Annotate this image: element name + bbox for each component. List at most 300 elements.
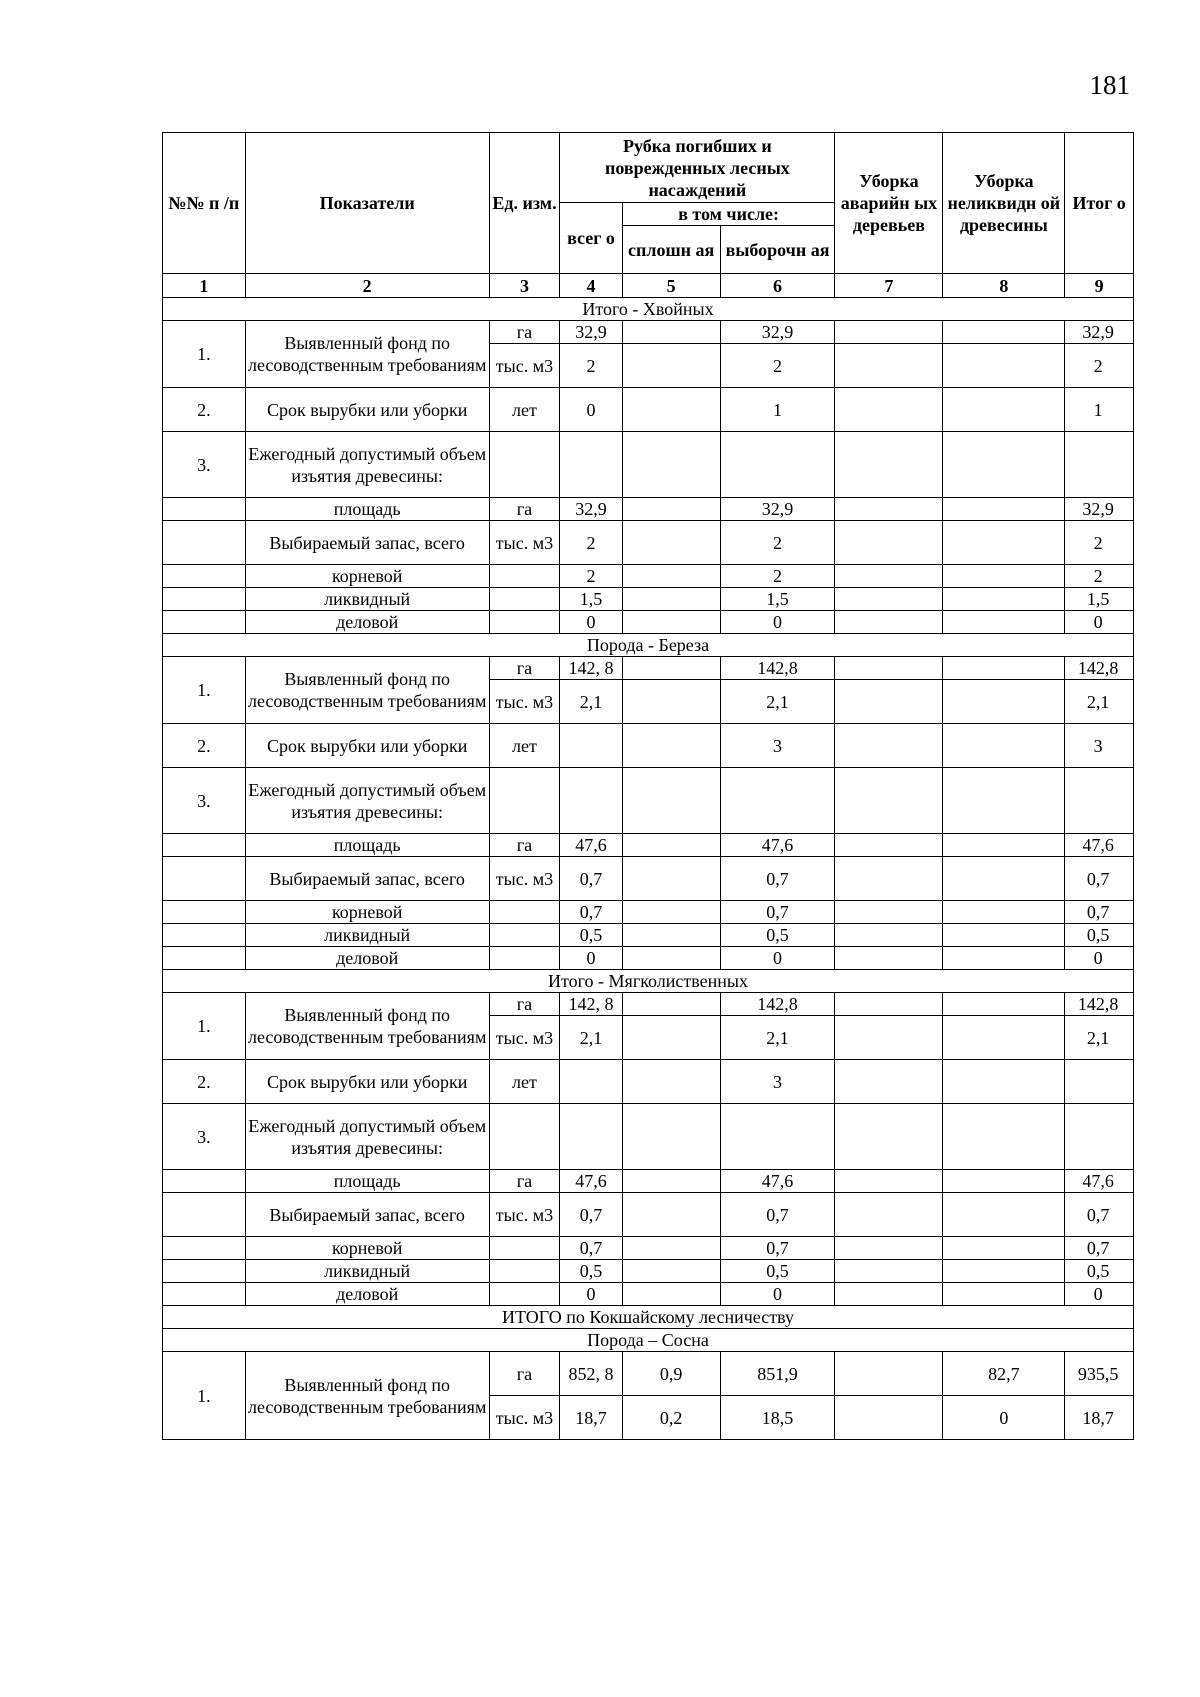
area-row bbox=[163, 498, 1134, 521]
cell-clear bbox=[622, 388, 720, 432]
root-row bbox=[163, 565, 1134, 588]
cell-clear bbox=[622, 724, 720, 768]
unit-cell: тыс. м3 bbox=[489, 857, 560, 901]
cell-total: 2,1 bbox=[560, 1016, 623, 1060]
cell-selective: 142,8 bbox=[720, 993, 835, 1016]
cell-selective: 0,7 bbox=[720, 1193, 835, 1237]
unit-cell: лет bbox=[489, 724, 560, 768]
col-number: 8 bbox=[943, 274, 1065, 298]
cell-sum: 2,1 bbox=[1065, 1016, 1134, 1060]
cell-clear bbox=[622, 344, 720, 388]
cell-selective: 142,8 bbox=[720, 657, 835, 680]
fund-row bbox=[163, 1352, 1134, 1396]
empty-cell bbox=[835, 1104, 943, 1170]
liquid-row bbox=[163, 588, 1134, 611]
empty-cell bbox=[560, 432, 623, 498]
indicator-label: площадь bbox=[245, 498, 489, 521]
cell-total: 47,6 bbox=[560, 834, 623, 857]
indicator-label: ликвидный bbox=[245, 1260, 489, 1283]
cell-sum: 1 bbox=[1065, 388, 1134, 432]
cell-total: 32,9 bbox=[560, 321, 623, 344]
cell-total: 852, 8 bbox=[560, 1352, 623, 1396]
cell-emergency bbox=[835, 680, 943, 724]
indicator-label: Ежегодный допустимый объем изъятия древесины: bbox=[245, 432, 489, 498]
cell-selective: 3 bbox=[720, 1060, 835, 1104]
page-number: 181 bbox=[1089, 70, 1130, 100]
cell-sum: 0,7 bbox=[1065, 1237, 1134, 1260]
cell-emergency bbox=[835, 1060, 943, 1104]
indicator-label: Срок вырубки или уборки bbox=[245, 388, 489, 432]
empty-cell bbox=[943, 768, 1065, 834]
cell-emergency bbox=[835, 498, 943, 521]
cell-selective: 2 bbox=[720, 521, 835, 565]
cell-sum: 0 bbox=[1065, 1283, 1134, 1306]
cell-illiquid bbox=[943, 924, 1065, 947]
row-number: 2. bbox=[163, 1060, 246, 1104]
cell-total: 142, 8 bbox=[560, 993, 623, 1016]
cell-selective: 2 bbox=[720, 344, 835, 388]
cell-selective: 47,6 bbox=[720, 1170, 835, 1193]
empty-cell bbox=[835, 432, 943, 498]
cell-selective: 0,7 bbox=[720, 857, 835, 901]
cell-emergency bbox=[835, 1237, 943, 1260]
empty-cell bbox=[163, 1193, 246, 1237]
term-row bbox=[163, 388, 1134, 432]
indicator-label: Выявленный фонд по лесоводственным требованиям bbox=[245, 657, 489, 724]
cell-sum: 3 bbox=[1065, 724, 1134, 768]
header-emergency: Уборка аварийн ых деревьев bbox=[835, 133, 943, 274]
cell-total: 2 bbox=[560, 521, 623, 565]
unit-cell: га bbox=[489, 498, 560, 521]
cell-total: 0,7 bbox=[560, 1237, 623, 1260]
unit-cell bbox=[489, 947, 560, 970]
fund-row bbox=[163, 657, 1134, 680]
pine-title-row bbox=[163, 1329, 1134, 1352]
cell-total: 142, 8 bbox=[560, 657, 623, 680]
cell-emergency bbox=[835, 1193, 943, 1237]
cell-clear bbox=[622, 1260, 720, 1283]
cell-clear bbox=[622, 924, 720, 947]
unit-cell bbox=[489, 588, 560, 611]
indicator-label: площадь bbox=[245, 834, 489, 857]
empty-cell bbox=[163, 1170, 246, 1193]
cell-emergency bbox=[835, 344, 943, 388]
cell-clear bbox=[622, 834, 720, 857]
forest-cutting-table bbox=[162, 132, 1134, 1440]
cell-sum: 2,1 bbox=[1065, 680, 1134, 724]
cell-total: 0,7 bbox=[560, 901, 623, 924]
cell-clear bbox=[622, 588, 720, 611]
unit-cell: тыс. м3 bbox=[489, 1396, 560, 1440]
area-row bbox=[163, 1170, 1134, 1193]
indicator-label: Ежегодный допустимый объем изъятия древесины: bbox=[245, 768, 489, 834]
cell-sum: 2 bbox=[1065, 521, 1134, 565]
row-number: 3. bbox=[163, 1104, 246, 1170]
indicator-label: корневой bbox=[245, 565, 489, 588]
header-total4: всег о bbox=[560, 203, 623, 274]
fund-row bbox=[163, 993, 1134, 1016]
cell-total bbox=[560, 1060, 623, 1104]
empty-cell bbox=[622, 768, 720, 834]
empty-cell bbox=[163, 611, 246, 634]
cell-sum: 32,9 bbox=[1065, 498, 1134, 521]
cell-emergency bbox=[835, 565, 943, 588]
indicator-label: ликвидный bbox=[245, 588, 489, 611]
annual-row bbox=[163, 768, 1134, 834]
fund-row bbox=[163, 321, 1134, 344]
row-number: 1. bbox=[163, 993, 246, 1060]
col-number: 2 bbox=[245, 274, 489, 298]
stock-row bbox=[163, 857, 1134, 901]
term-row bbox=[163, 1060, 1134, 1104]
indicator-label: корневой bbox=[245, 1237, 489, 1260]
cell-clear bbox=[622, 680, 720, 724]
empty-cell bbox=[943, 1104, 1065, 1170]
cell-clear bbox=[622, 1060, 720, 1104]
unit-cell: тыс. м3 bbox=[489, 521, 560, 565]
cell-emergency bbox=[835, 1283, 943, 1306]
root-row bbox=[163, 901, 1134, 924]
cell-emergency bbox=[835, 521, 943, 565]
cell-illiquid: 0 bbox=[943, 1396, 1065, 1440]
cell-selective: 0,5 bbox=[720, 924, 835, 947]
cell-illiquid bbox=[943, 388, 1065, 432]
cell-selective: 2 bbox=[720, 565, 835, 588]
cell-emergency bbox=[835, 857, 943, 901]
empty-cell bbox=[163, 498, 246, 521]
empty-cell bbox=[163, 901, 246, 924]
section-title-row bbox=[163, 634, 1134, 657]
root-row bbox=[163, 1237, 1134, 1260]
cell-clear bbox=[622, 521, 720, 565]
cell-sum: 1,5 bbox=[1065, 588, 1134, 611]
cell-clear bbox=[622, 993, 720, 1016]
row-number: 2. bbox=[163, 388, 246, 432]
indicator-label: Выбираемый запас, всего bbox=[245, 521, 489, 565]
header-incl: в том числе: bbox=[622, 203, 835, 226]
cell-illiquid bbox=[943, 657, 1065, 680]
annual-row bbox=[163, 432, 1134, 498]
header-sum: Итог о bbox=[1065, 133, 1134, 274]
cell-clear bbox=[622, 1170, 720, 1193]
empty-cell bbox=[163, 857, 246, 901]
empty-cell bbox=[163, 521, 246, 565]
business-row bbox=[163, 611, 1134, 634]
cell-sum: 0 bbox=[1065, 611, 1134, 634]
cell-illiquid bbox=[943, 1193, 1065, 1237]
unit-cell: га bbox=[489, 1352, 560, 1396]
empty-cell bbox=[835, 768, 943, 834]
cell-selective: 18,5 bbox=[720, 1396, 835, 1440]
row-number: 3. bbox=[163, 432, 246, 498]
cell-illiquid bbox=[943, 344, 1065, 388]
empty-cell bbox=[163, 588, 246, 611]
cell-clear bbox=[622, 321, 720, 344]
empty-cell bbox=[163, 1260, 246, 1283]
cell-emergency bbox=[835, 1352, 943, 1396]
cell-sum: 0,7 bbox=[1065, 1193, 1134, 1237]
cell-emergency bbox=[835, 657, 943, 680]
header-cutting: Рубка погибших и поврежденных лесных насаждений bbox=[560, 133, 835, 203]
area-row bbox=[163, 834, 1134, 857]
empty-cell bbox=[622, 432, 720, 498]
cell-illiquid bbox=[943, 947, 1065, 970]
cell-emergency bbox=[835, 947, 943, 970]
indicator-label: Выявленный фонд по лесоводственным требованиям bbox=[245, 1352, 489, 1440]
unit-cell bbox=[489, 901, 560, 924]
unit-cell: лет bbox=[489, 388, 560, 432]
section-title: Итого - Хвойных bbox=[163, 298, 1134, 321]
unit-cell bbox=[489, 565, 560, 588]
unit-cell: га bbox=[489, 1170, 560, 1193]
cell-sum: 2 bbox=[1065, 565, 1134, 588]
cell-selective: 2,1 bbox=[720, 1016, 835, 1060]
section-title: Порода – Сосна bbox=[163, 1329, 1134, 1352]
cell-clear bbox=[622, 1193, 720, 1237]
cell-total: 32,9 bbox=[560, 498, 623, 521]
cell-illiquid bbox=[943, 1237, 1065, 1260]
section-title: Порода - Береза bbox=[163, 634, 1134, 657]
cell-illiquid bbox=[943, 611, 1065, 634]
cell-total: 0,5 bbox=[560, 1260, 623, 1283]
cell-clear bbox=[622, 1016, 720, 1060]
cell-total: 2,1 bbox=[560, 680, 623, 724]
cell-clear bbox=[622, 611, 720, 634]
empty-cell bbox=[560, 768, 623, 834]
business-row bbox=[163, 1283, 1134, 1306]
col-number: 5 bbox=[622, 274, 720, 298]
empty-cell bbox=[163, 947, 246, 970]
empty-cell bbox=[943, 432, 1065, 498]
stock-row bbox=[163, 1193, 1134, 1237]
col-number: 6 bbox=[720, 274, 835, 298]
total-title-row bbox=[163, 1306, 1134, 1329]
cell-clear: 0,9 bbox=[622, 1352, 720, 1396]
indicator-label: деловой bbox=[245, 611, 489, 634]
indicator-label: Выявленный фонд по лесоводственным требованиям bbox=[245, 321, 489, 388]
cell-illiquid bbox=[943, 1260, 1065, 1283]
cell-total: 0,7 bbox=[560, 857, 623, 901]
cell-selective: 3 bbox=[720, 724, 835, 768]
cell-total bbox=[560, 724, 623, 768]
cell-total: 1,5 bbox=[560, 588, 623, 611]
cell-sum: 0,7 bbox=[1065, 901, 1134, 924]
header-unit: Ед. изм. bbox=[489, 133, 560, 274]
cell-clear bbox=[622, 498, 720, 521]
cell-clear bbox=[622, 1237, 720, 1260]
empty-cell bbox=[163, 1283, 246, 1306]
liquid-row bbox=[163, 1260, 1134, 1283]
row-number: 1. bbox=[163, 1352, 246, 1440]
indicator-label: Выявленный фонд по лесоводственным требованиям bbox=[245, 993, 489, 1060]
header-num: №№ п /п bbox=[163, 133, 246, 274]
cell-selective: 0,7 bbox=[720, 1237, 835, 1260]
indicator-label: Ежегодный допустимый объем изъятия древесины: bbox=[245, 1104, 489, 1170]
empty-cell bbox=[163, 834, 246, 857]
empty-cell bbox=[163, 924, 246, 947]
unit-cell: тыс. м3 bbox=[489, 1193, 560, 1237]
cell-total: 2 bbox=[560, 565, 623, 588]
section-title: Итого - Мягколиственных bbox=[163, 970, 1134, 993]
cell-illiquid bbox=[943, 498, 1065, 521]
cell-sum: 0 bbox=[1065, 947, 1134, 970]
empty-cell bbox=[489, 768, 560, 834]
cell-clear bbox=[622, 901, 720, 924]
unit-cell: га bbox=[489, 834, 560, 857]
cell-sum: 47,6 bbox=[1065, 1170, 1134, 1193]
header-indicator: Показатели bbox=[245, 133, 489, 274]
stock-row bbox=[163, 521, 1134, 565]
section-title-row bbox=[163, 298, 1134, 321]
cell-illiquid: 82,7 bbox=[943, 1352, 1065, 1396]
empty-cell bbox=[1065, 768, 1134, 834]
unit-cell bbox=[489, 1260, 560, 1283]
empty-cell bbox=[720, 1104, 835, 1170]
header-clear: сплошн ая bbox=[622, 226, 720, 274]
row-number: 1. bbox=[163, 321, 246, 388]
empty-cell bbox=[560, 1104, 623, 1170]
cell-illiquid bbox=[943, 1016, 1065, 1060]
cell-total: 0 bbox=[560, 947, 623, 970]
cell-sum: 47,6 bbox=[1065, 834, 1134, 857]
cell-selective: 1 bbox=[720, 388, 835, 432]
header-selective: выборочн ая bbox=[720, 226, 835, 274]
cell-total: 0 bbox=[560, 1283, 623, 1306]
cell-selective: 0 bbox=[720, 947, 835, 970]
cell-illiquid bbox=[943, 834, 1065, 857]
cell-total: 47,6 bbox=[560, 1170, 623, 1193]
cell-selective: 2,1 bbox=[720, 680, 835, 724]
liquid-row bbox=[163, 924, 1134, 947]
cell-sum: 0,5 bbox=[1065, 1260, 1134, 1283]
cell-emergency bbox=[835, 901, 943, 924]
cell-selective: 851,9 bbox=[720, 1352, 835, 1396]
cell-sum bbox=[1065, 1060, 1134, 1104]
cell-illiquid bbox=[943, 1170, 1065, 1193]
cell-clear bbox=[622, 857, 720, 901]
cell-clear bbox=[622, 947, 720, 970]
empty-cell bbox=[622, 1104, 720, 1170]
cell-emergency bbox=[835, 1170, 943, 1193]
cell-total: 0 bbox=[560, 388, 623, 432]
unit-cell: га bbox=[489, 657, 560, 680]
unit-cell bbox=[489, 1237, 560, 1260]
col-number: 4 bbox=[560, 274, 623, 298]
business-row bbox=[163, 947, 1134, 970]
cell-emergency bbox=[835, 1260, 943, 1283]
annual-row bbox=[163, 1104, 1134, 1170]
cell-clear bbox=[622, 565, 720, 588]
cell-sum: 18,7 bbox=[1065, 1396, 1134, 1440]
empty-cell bbox=[489, 432, 560, 498]
cell-selective: 32,9 bbox=[720, 498, 835, 521]
cell-emergency bbox=[835, 993, 943, 1016]
cell-clear bbox=[622, 657, 720, 680]
cell-total: 18,7 bbox=[560, 1396, 623, 1440]
cell-sum: 0,5 bbox=[1065, 924, 1134, 947]
cell-selective: 0 bbox=[720, 611, 835, 634]
cell-illiquid bbox=[943, 321, 1065, 344]
indicator-label: деловой bbox=[245, 1283, 489, 1306]
cell-illiquid bbox=[943, 993, 1065, 1016]
col-number: 9 bbox=[1065, 274, 1134, 298]
cell-total: 0 bbox=[560, 611, 623, 634]
cell-sum: 142,8 bbox=[1065, 657, 1134, 680]
cell-selective: 0,5 bbox=[720, 1260, 835, 1283]
unit-cell: тыс. м3 bbox=[489, 680, 560, 724]
unit-cell bbox=[489, 1283, 560, 1306]
unit-cell: га bbox=[489, 993, 560, 1016]
header-illiquid: Уборка неликвидн ой древесины bbox=[943, 133, 1065, 274]
cell-sum: 935,5 bbox=[1065, 1352, 1134, 1396]
empty-cell bbox=[1065, 1104, 1134, 1170]
indicator-label: площадь bbox=[245, 1170, 489, 1193]
cell-total: 0,5 bbox=[560, 924, 623, 947]
cell-emergency bbox=[835, 834, 943, 857]
cell-illiquid bbox=[943, 680, 1065, 724]
cell-illiquid bbox=[943, 1283, 1065, 1306]
cell-total: 2 bbox=[560, 344, 623, 388]
indicator-label: Выбираемый запас, всего bbox=[245, 857, 489, 901]
indicator-label: ликвидный bbox=[245, 924, 489, 947]
cell-selective: 0,7 bbox=[720, 901, 835, 924]
empty-cell bbox=[163, 1237, 246, 1260]
row-number: 1. bbox=[163, 657, 246, 724]
unit-cell bbox=[489, 924, 560, 947]
unit-cell bbox=[489, 611, 560, 634]
cell-clear bbox=[622, 1283, 720, 1306]
cell-sum: 142,8 bbox=[1065, 993, 1134, 1016]
cell-sum: 32,9 bbox=[1065, 321, 1134, 344]
cell-emergency bbox=[835, 611, 943, 634]
term-row bbox=[163, 724, 1134, 768]
unit-cell: тыс. м3 bbox=[489, 1016, 560, 1060]
cell-emergency bbox=[835, 388, 943, 432]
empty-cell bbox=[163, 565, 246, 588]
cell-selective: 1,5 bbox=[720, 588, 835, 611]
cell-illiquid bbox=[943, 588, 1065, 611]
cell-emergency bbox=[835, 588, 943, 611]
empty-cell bbox=[1065, 432, 1134, 498]
row-number: 2. bbox=[163, 724, 246, 768]
indicator-label: деловой bbox=[245, 947, 489, 970]
col-number: 7 bbox=[835, 274, 943, 298]
cell-emergency bbox=[835, 321, 943, 344]
col-number: 3 bbox=[489, 274, 560, 298]
cell-illiquid bbox=[943, 521, 1065, 565]
indicator-label: Срок вырубки или уборки bbox=[245, 724, 489, 768]
cell-selective: 47,6 bbox=[720, 834, 835, 857]
cell-emergency bbox=[835, 1396, 943, 1440]
col-number: 1 bbox=[163, 274, 246, 298]
cell-selective: 0 bbox=[720, 1283, 835, 1306]
section-title-row bbox=[163, 970, 1134, 993]
unit-cell: га bbox=[489, 321, 560, 344]
cell-illiquid bbox=[943, 901, 1065, 924]
indicator-label: корневой bbox=[245, 901, 489, 924]
indicator-label: Срок вырубки или уборки bbox=[245, 1060, 489, 1104]
cell-emergency bbox=[835, 1016, 943, 1060]
cell-selective: 32,9 bbox=[720, 321, 835, 344]
cell-sum: 0,7 bbox=[1065, 857, 1134, 901]
cell-emergency bbox=[835, 724, 943, 768]
empty-cell bbox=[720, 432, 835, 498]
cell-illiquid bbox=[943, 857, 1065, 901]
cell-emergency bbox=[835, 924, 943, 947]
cell-illiquid bbox=[943, 1060, 1065, 1104]
unit-cell: тыс. м3 bbox=[489, 344, 560, 388]
total-title: ИТОГО по Кокшайскому лесничеству bbox=[163, 1306, 1134, 1329]
